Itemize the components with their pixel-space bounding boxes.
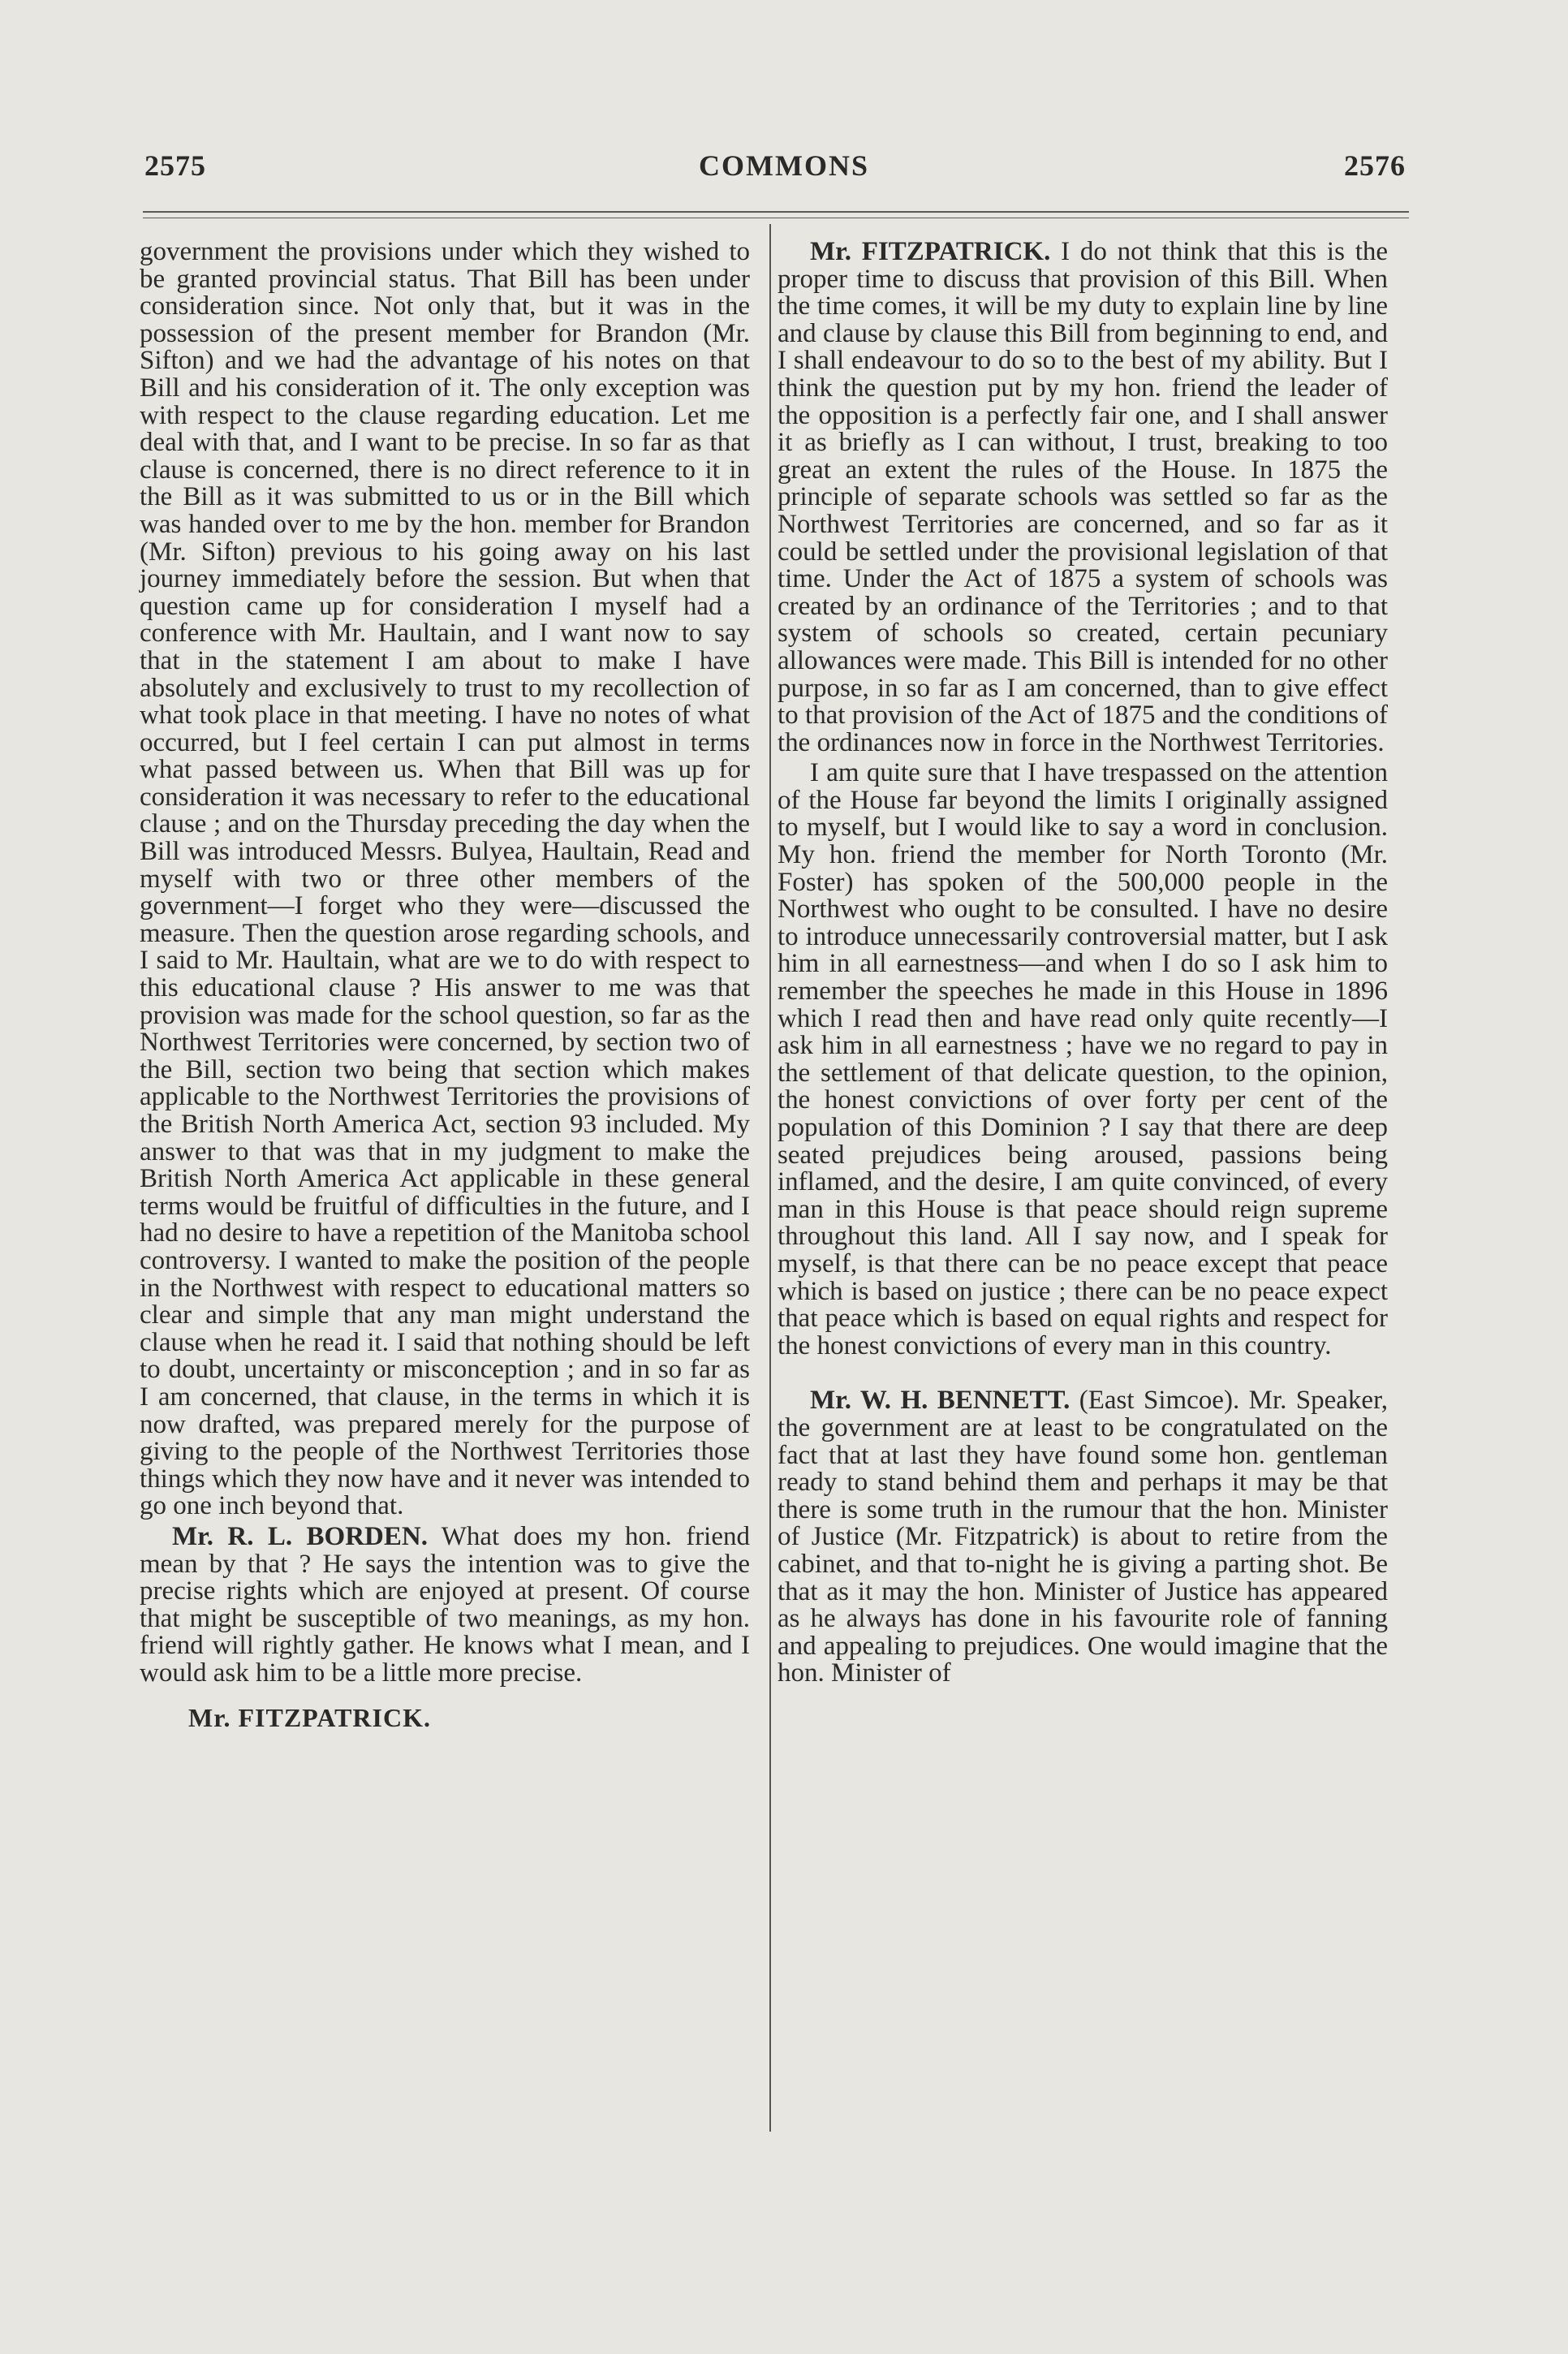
spacer	[778, 1363, 1388, 1387]
speaker-name: Mr. FITZPATRICK.	[188, 1703, 431, 1733]
paragraph: government the provisions under which they wished to be granted provincial status. That Bill has been under consideration since. Not only that, but it was in the possession of the present member for Brandon (Mr. Sifton) and we had the advantage of his notes on that Bill and his consideration of it. The only exception was with respect to the clause regarding education. Let me deal with that, and I want to be precise. In so far as that clause is concerned, there is no direct reference to it in the Bill as it was submitted to us or in the Bill which was handed over to me by the hon. member for Brandon (Mr. Sifton) previous to his going away on his last journey immediately before the session. But when that question came up for consideration I myself had a conference with Mr. Haultain, and I want now to say that in the statement I am about to make I have absolutely and exclusively to trust to my recollection of what took place in that meeting. I have no notes of what occurred, but I feel certain I can put almost in terms what passed between us. When that Bill was up for consideration it was necessary to refer to the educational clause ; and on the Thursday preceding the day when the Bill was introduced Messrs. Bulyea, Haultain, Read and myself with two or three other members of the government—I forget who they were—discussed the measure. Then the question arose regarding schools, and I said to Mr. Haultain, what are we to do with respect to this educational clause ? His answer to me was that provision was made for the school question, so far as the Northwest Territories were concerned, by section two of the Bill, section two being that section which makes applicable to the Northwest Territories the provisions of the British North America Act, section 93 included. My answer to that was that in my judgment to make the British North America Act applicable in these general terms would be fruitful of difficulties in the future, and I had no desire to have a repetition of the Manitoba school controversy. I wanted to make the position of the people in the Northwest with respect to educational matters so clear and simple that any man might understand the clause when he read it. I said that nothing should be left to doubt, uncertainty or misconception ; and in so far as I am concerned, that clause, in the terms in which it is now drafted, was prepared merely for the purpose of giving to the people of the Northwest Territories those things which they now have and it never was intended to go one inch beyond that.	[140, 237, 750, 1521]
speaker-name: Mr. R. L. BORDEN.	[172, 1521, 428, 1551]
paragraph	[778, 239, 1388, 757]
running-head: COMMONS	[699, 149, 869, 182]
page-number-right: 2576	[1344, 149, 1406, 182]
speaker-name: Mr. W. H. BENNETT.	[810, 1386, 1070, 1416]
page-number-left: 2575	[144, 149, 206, 182]
speech-text: (East Simcoe). Mr. Speaker, the government are at least to be congratulated on the fact that at last they have found some hon. gentleman ready to stand behind them and perhaps it may be that there is some truth in the rumour that the hon. Minister of Justice (Mr. Fitzpatrick) is about to retire from the cabinet, and that to-night he is giving a parting shot. Be that as it may the hon. Minister of Justice has appeared as he always has done in his favourite role of fanning and appealing to prejudices. One would imagine that the hon. Minister of	[778, 1386, 1388, 1688]
paragraph	[778, 1387, 1388, 1688]
paragraph	[140, 1521, 750, 1688]
speaker-name: Mr. FITZPATRICK.	[810, 237, 1051, 266]
right-column	[778, 239, 1388, 1691]
column-divider	[769, 224, 771, 2132]
left-column	[140, 239, 750, 1733]
header-rule	[143, 211, 1409, 213]
speech-text: What does my hon. friend mean by that ? He says the intention was to give the precise rights which are enjoyed at present. Of course that might be susceptible of two meanings, as my hon. friend will rightly gather. He knows what I mean, and I would ask him to be a little more precise.	[140, 1521, 750, 1688]
speech-text: I do not think that this is the proper time to discuss that provision of this Bill. When the time comes, it will be my duty to explain line by line and clause by clause this Bill from beginning to end, and I shall endeavour to do so to the best of my ability. But I think the question put by my hon. friend the leader of the opposition is a perfectly fair one, and I shall answer it as briefly as I can without, I trust, breaking to too great an extent the rules of the House. In 1875 the principle of separate schools was settled so far as the Northwest Territories are concerned, and so far as it could be settled under the provisional legislation of that time. Under the Act of 1875 a system of schools was created by an ordinance of the Territories ; and to that system of schools so created, certain pecuniary allowances were made. This Bill is intended for no other purpose, in so far as I am concerned, than to give effect to that provision of the Act of 1875 and the conditions of the ordinances now in force in the Northwest Territories.	[778, 237, 1389, 757]
paragraph: I am quite sure that I have trespassed on the attention of the House far beyond the limits I originally assigned to myself, but I would like to say a word in conclusion. My hon. friend the member for North Toronto (Mr. Foster) has spoken of the 500,000 people in the Northwest who ought to be consulted. I have no desire to introduce unnecessarily controversial matter, but I ask him in all earnestness—and when I do so I ask him to remember the speeches he made in this House in 1896 which I read then and have read only quite recently—I ask him in all earnestness ; have we no regard to pay in the settlement of that delicate question, to the opinion, the honest convictions of over forty per cent of the population of this Dominion ? I say that there are deep seated prejudices being aroused, passions being inflamed, and the desire, I am quite convinced, of every man in this House is that peace should reign supreme throughout this land. All I say now, and I speak for myself, is that there can be no peace except that peace which is based on justice ; there can be no peace expect that peace which is based on equal rights and respect for the honest convictions of every man in this country.	[778, 758, 1388, 1360]
